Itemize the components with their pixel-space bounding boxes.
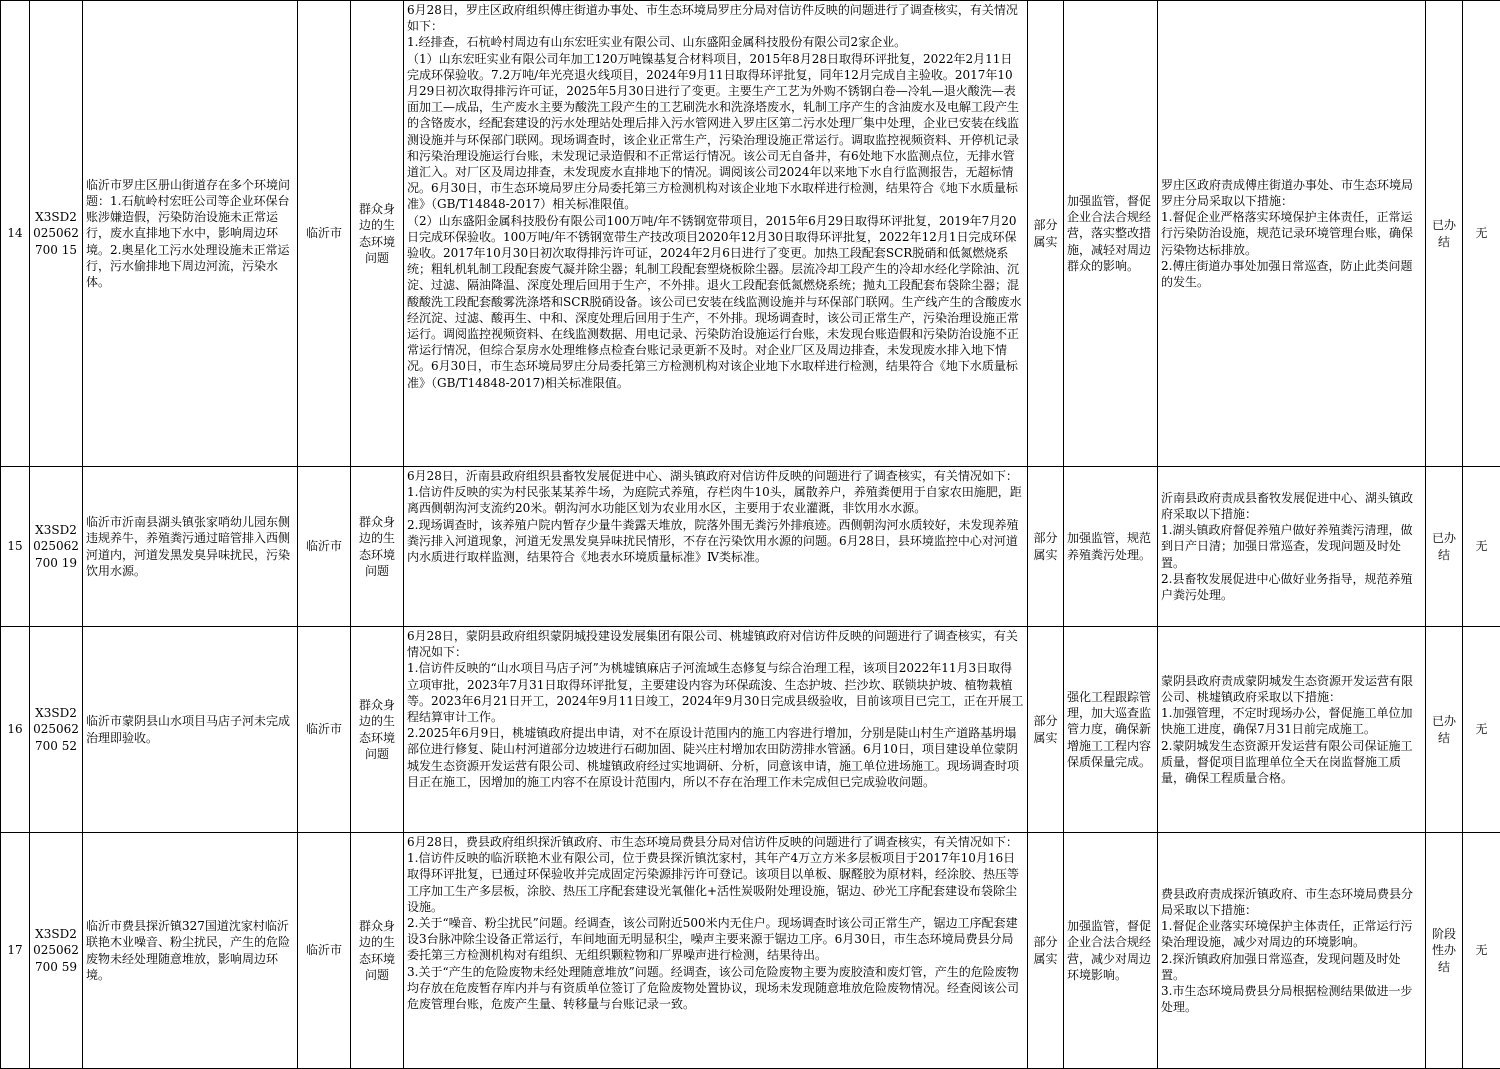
table-row — [1, 1, 1500, 467]
city: 临沂市 — [298, 833, 351, 1069]
accountability: 无 — [1463, 627, 1500, 833]
row-number: 16 — [1, 627, 30, 833]
row-number: 14 — [1, 1, 30, 467]
issue-type: 群众身边的生态环境问题 — [351, 627, 404, 833]
investigation-details: 6月28日，沂南县政府组织县畜牧发展促进中心、湖头镇政府对信访件反映的问题进行了调查核实，有关情况如下： 1.信访件反映的实为村民张某某养牛场，为庭院式养殖，存栏肉牛10头，属散养户，养殖粪便用于自家农田施肥，距离西侧朝沟河支流约20米。朝沟河水功能区划为农业用水区，主要用于农业灌溉，非饮用水水源。 2.现场调查时，该养殖户院内暂存少量牛粪露天堆放，院落外围无粪污外排痕迹。西侧朝沟河水质较好，未发现养殖粪污排入河道现象，河道无发黑发臭异味扰民情形，不存在污染饮用水源的问题。6月28日，县环境监控中心对河道内水质进行取样监测，结果符合《地表水环境质量标准》Ⅳ类标准。 — [404, 467, 1028, 627]
issue-description: 临沂市沂南县湖头镇张家哨幼儿园东侧违规养牛，养殖粪污通过暗管排入西侧河道内，河道发黑发臭异味扰民，污染饮用水源。 — [83, 467, 298, 627]
status: 已办结 — [1426, 467, 1463, 627]
table-row — [1, 467, 1500, 627]
case-code: X3SD2025062700 59 — [30, 833, 83, 1069]
handling-opinion: 加强监管，规范养殖粪污处理。 — [1064, 467, 1158, 627]
handling-opinion: 加强监管，督促企业合法合规经营，减少对周边环境影响。 — [1064, 833, 1158, 1069]
city: 临沂市 — [298, 1, 351, 467]
accountability: 无 — [1463, 833, 1500, 1069]
verification-result: 部分属实 — [1028, 467, 1064, 627]
issue-description: 临沂市罗庄区册山街道存在多个环境问题：1.石航岭村宏旺公司等企业环保台账涉嫌造假，污染防治设施未正常运行，废水直排地下水中，影响周边环境。2.奥星化工污水处理设施未正常运行，污水偷排地下周边河流，污染水体。 — [83, 1, 298, 467]
issue-description: 临沂市蒙阴县山水项目马店子河未完成治理即验收。 — [83, 627, 298, 833]
investigation-details: 6月28日，蒙阴县政府组织蒙阴城投建设发展集团有限公司、桃墟镇政府对信访件反映的问题进行了调查核实，有关情况如下： 1.信访件反映的“山水项目马店子河”为桃墟镇麻店子河流域生态修复与综合治理工程，该项目2022年11月3日取得立项审批，2023年7月31日取得环评批复，主要建设内容为环保疏浚、生态护坡、拦沙坎、联锁块护坡、植物栽植等。2023年6月21日开工，2024年9月11日竣工，2024年9月30日完成县级验收，目前该项目已完工，正在开展工程结算审计工作。 2.2025年6月9日，桃墟镇政府提出申请，对不在原设计范围内的施工内容进行增加，分别是陡山村生产道路基坍塌部位进行修复、陡山村河道部分边坡进行石砌加固、陡兴庄村增加农田防涝排水管涵。6月10日，项目建设单位蒙阴城发生态资源开发运营有限公司、桃墟镇政府经过实地调研、分析，同意该申请，施工单位进场施工。现场调查时项目正在施工，因增加的施工内容不在原设计范围内，所以不存在治理工作未完成但已完成验收问题。 — [404, 627, 1028, 833]
rectification-measures: 费县政府责成探沂镇政府、市生态环境局费县分局采取以下措施： 1.督促企业落实环境保护主体责任，正常运行污染治理设施，减少对周边的环境影响。 2.探沂镇政府加强日常巡查，发现问题及时处置。 3.市生态环境局费县分局根据检测结果做进一步处理。 — [1158, 833, 1426, 1069]
case-code: X3SD2025062700 19 — [30, 467, 83, 627]
rectification-measures: 蒙阴县政府责成蒙阴城发生态资源开发运营有限公司、桃墟镇政府采取以下措施： 1.加强管理，不定时现场办公，督促施工单位加快施工进度，确保7月31日前完成施工。 2.蒙阴城发生态资源开发运营有限公司保证施工质量，督促项目监理单位全天在岗监督施工质量，确保工程质量合格。 — [1158, 627, 1426, 833]
status: 阶段性办结 — [1426, 833, 1463, 1069]
handling-opinion: 加强监管，督促企业合法合规经营，落实整改措施，减轻对周边群众的影响。 — [1064, 1, 1158, 467]
issue-type: 群众身边的生态环境问题 — [351, 833, 404, 1069]
city: 临沂市 — [298, 467, 351, 627]
table-row — [1, 833, 1500, 1069]
accountability: 无 — [1463, 467, 1500, 627]
verification-result: 部分属实 — [1028, 833, 1064, 1069]
status: 已办结 — [1426, 1, 1463, 467]
row-number: 15 — [1, 467, 30, 627]
handling-opinion: 强化工程跟踪管理，加大巡查监管力度，确保新增施工工程内容保质保量完成。 — [1064, 627, 1158, 833]
investigation-details: 6月28日，费县政府组织探沂镇政府、市生态环境局费县分局对信访件反映的问题进行了调查核实，有关情况如下： 1.信访件反映的临沂联艳木业有限公司，位于费县探沂镇沈家村，其年产4万立方米多层板项目于2017年10月16日取得环评批复，已通过环保验收并完成固定污染源排污许可登记。该项目以单板、脲醛胶为原材料，经涂胶、热压等工序加工生产多层板，涂胶、热压工序配套建设光氧催化+活性炭吸附处理设施，锯边、砂光工序配套建设布袋除尘设施。 2.关于“噪音、粉尘扰民”问题。经调查，该公司附近500米内无住户。现场调查时该公司正常生产，锯边工序配套建设3台脉冲除尘设备正常运行，车间地面无明显积尘，噪声主要来源于锯边工序。6月30日，市生态环境局费县分局委托第三方检测机构对有组织、无组织颗粒物和厂界噪声进行检测，结果待出。 3.关于“产生的危险废物未经处理随意堆放”问题。经调查，该公司危险废物主要为废胶渣和废灯管，产生的危险废物均存放在危废暂存库内并与有资质单位签订了危险废物处置协议，现场未发现随意堆放危险废物情况。经查阅该公司危废管理台账，危废产生量、转移量与台账记录一致。 — [404, 833, 1028, 1069]
verification-result: 部分属实 — [1028, 627, 1064, 833]
case-code: X3SD2025062700 15 — [30, 1, 83, 467]
table-row — [1, 627, 1500, 833]
verification-result: 部分属实 — [1028, 1, 1064, 467]
row-number: 17 — [1, 833, 30, 1069]
investigation-details: 6月28日，罗庄区政府组织傅庄街道办事处、市生态环境局罗庄分局对信访件反映的问题进行了调查核实，有关情况如下： 1.经排查，石杭岭村周边有山东宏旺实业有限公司、山东盛阳金属科技股份有限公司2家企业。 （1）山东宏旺实业有限公司年加工120万吨镍基复合材料项目，2015年8月28日取得环评批复，2022年2月11日完成环保验收。7.2万吨/年光亮退火线项目，2024年9月11日取得环评批复，同年12月完成自主验收。2017年10月29日初次取得排污许可证，2025年5月30日进行了变更。主要生产工艺为外购不锈钢白卷—冷轧—退火酸洗—表面加工—成品，生产废水主要为酸洗工段产生的工艺刷洗水和洗涤塔废水，轧制工序产生的含油废水及电解工段产生的含铬废水，经配套建设的污水处理站处理后排入污水管网进入罗庄区第二污水处理厂集中处理，企业已安装在线监测设施并与环保部门联网。现场调查时，该企业正常生产，污染治理设施正常运行。调取监控视频资料、开停机记录和污染治理设施运行台账，未发现记录造假和不正常运行情况。该公司无自备井，有6处地下水监测点位，无排水管道汇入。对厂区及周边排查，未发现废水直排地下的情况。调阅该公司2024年以来地下水自行监测报告，无超标情况。6月30日，市生态环境局罗庄分局委托第三方检测机构对该企业地下水取样进行检测，结果符合《地下水质量标准》（GB/T14848-2017）相关标准限值。 （2）山东盛阳金属科技股份有限公司100万吨/年不锈钢宽带项目，2015年6月29日取得环评批复，2019年7月20日完成环保验收。100万吨/年不锈钢宽带生产技改项目2020年12月30日取得环评批复，2022年12月1日完成环保验收。2017年10月30日初次取得排污许可证，2024年2月6日进行了变更。加热工段配套SCR脱硝和低氮燃烧系统；粗轧机轧制工段配套废气凝并除尘器；轧制工段配套塑烧板除尘器。层流冷却工段产生的冷却水经化学除油、沉淀、过滤、隔油降温、深度处理后回用于生产，不外排。退火工段配套低氮燃烧系统；抛丸工段配套布袋除尘器；混酸酸洗工段配套酸雾洗涤塔和SCR脱硝设备。该公司已安装在线监测设施并与环保部门联网。生产线产生的含酸废水经沉淀、过滤、酸再生、中和、深度处理后回用于生产，不外排。现场调查时，该公司正常生产，污染治理设施正常运行。调阅监控视频资料、在线监测数据、用电记录、污染防治设施运行台账，未发现台账造假和污染防治设施不正常运行情况，但综合泵房水处理维修点检查台账记录更新不及时。对企业厂区及周边排查，未发现废水排入地下情况。6月30日，市生态环境局罗庄分局委托第三方检测机构对该企业地下水取样进行检测，结果符合《地下水质量标准》（GB/T14848-2017)相关标准限值。 — [404, 1, 1028, 467]
status: 已办结 — [1426, 627, 1463, 833]
rectification-measures: 罗庄区政府责成傅庄街道办事处、市生态环境局罗庄分局采取以下措施： 1.督促企业严格落实环境保护主体责任，正常运行污染防治设施，规范记录环境管理台账，确保污染物达标排放。 2.傅庄街道办事处加强日常巡查，防止此类问题的发生。 — [1158, 1, 1426, 467]
case-code: X3SD2025062700 52 — [30, 627, 83, 833]
issue-description: 临沂市费县探沂镇327国道沈家村临沂联艳木业噪音、粉尘扰民，产生的危险废物未经处理随意堆放，影响周边环境。 — [83, 833, 298, 1069]
rectification-measures: 沂南县政府责成县畜牧发展促进中心、湖头镇政府采取以下措施： 1.湖头镇政府督促养殖户做好养殖粪污清理，做到日产日清；加强日常巡查，发现问题及时处置。 2.县畜牧发展促进中心做好业务指导，规范养殖户粪污处理。 — [1158, 467, 1426, 627]
city: 临沂市 — [298, 627, 351, 833]
accountability: 无 — [1463, 1, 1500, 467]
issue-type: 群众身边的生态环境问题 — [351, 467, 404, 627]
issue-type: 群众身边的生态环境问题 — [351, 1, 404, 467]
